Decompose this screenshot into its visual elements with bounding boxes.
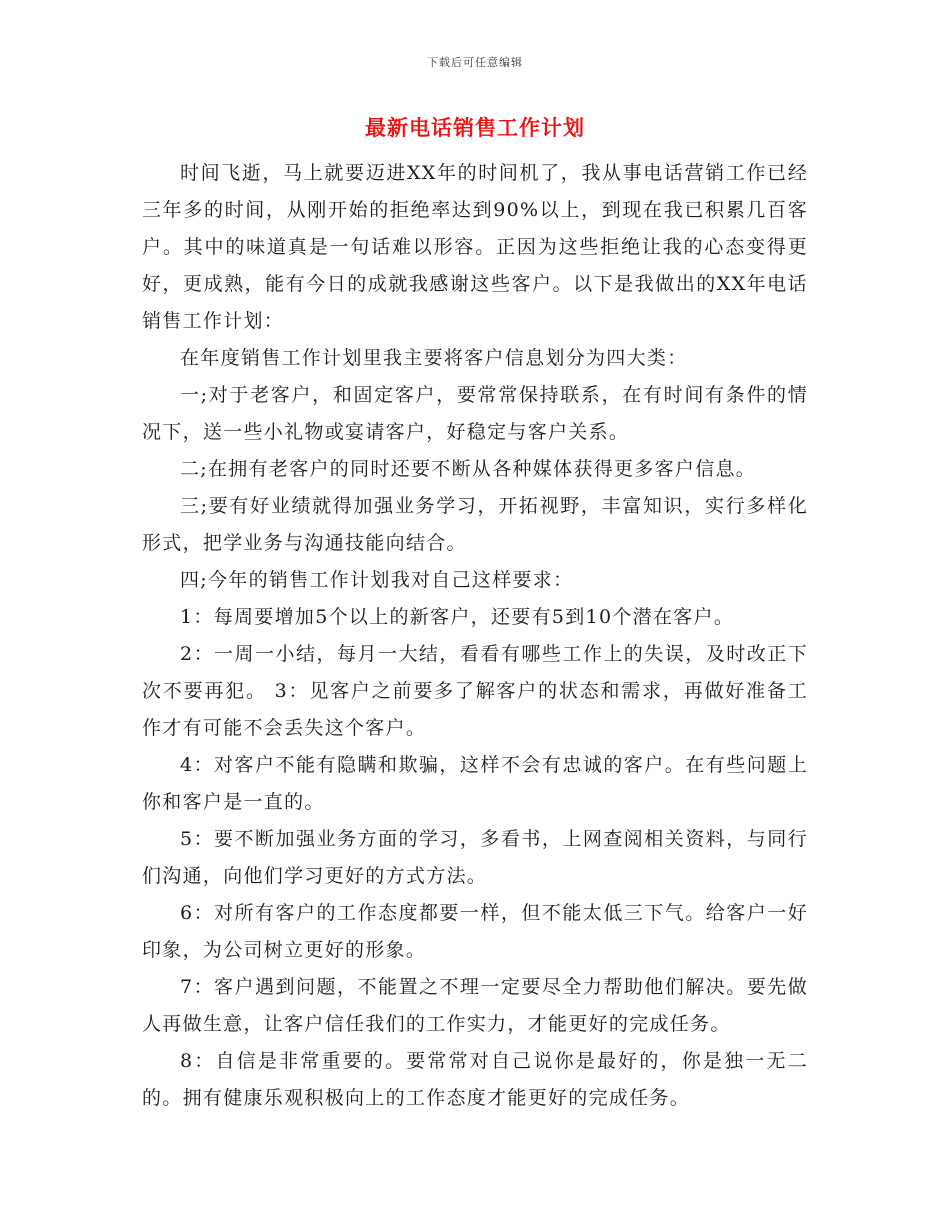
requirement-1: 1：每周要增加5个以上的新客户，还要有5到10个潜在客户。: [180, 606, 735, 628]
requirement-8: 8：自信是非常重要的。要常常对自己说你是最好的，你是独一无二的。拥有健康乐观积极向上的工作态度才能更好的完成任务。: [142, 1050, 808, 1109]
intro-paragraph: 时间飞逝，马上就要迈进XX年的时间机了，我从事电话营销工作已经三年多的时间，从刚开始的拒绝率达到90%以上，到现在我已积累几百客户。其中的味道真是一句话难以形容。正因为这些拒绝让我的心态变得更好，更成熟，能有今日的成就我感谢这些客户。以下是我做出的XX年电话销售工作计划：: [142, 162, 808, 332]
category-item-3: 三;要有好业绩就得加强业务学习，开拓视野，丰富知识，实行多样化形式，把学业务与沟通技能向结合。: [142, 495, 808, 554]
category-item-1: 一;对于老客户，和固定客户，要常常保持联系，在有时间有条件的情况下，送一些小礼物或宴请客户，好稳定与客户关系。: [142, 384, 808, 443]
category-item-4: 四;今年的销售工作计划我对自己这样要求：: [180, 569, 574, 591]
requirement-6: 6：对所有客户的工作态度都要一样，但不能太低三下气。给客户一好印象，为公司树立更好的形象。: [142, 902, 808, 961]
requirement-4: 4：对客户不能有隐瞒和欺骗，这样不会有忠诚的客户。在有些问题上你和客户是一直的。: [142, 754, 808, 813]
requirement-2-3: 2：一周一小结，每月一大结，看看有哪些工作上的失误，及时改正下次不要再犯。 3：见客户之前要多了解客户的状态和需求，再做好准备工作才有可能不会丢失这个客户。: [142, 643, 808, 739]
category-item-2: 二;在拥有老客户的同时还要不断从各种媒体获得更多客户信息。: [180, 458, 757, 480]
document-title: 最新电话销售工作计划: [365, 115, 585, 140]
header-note: 下载后可任意编辑: [427, 56, 523, 69]
requirement-5: 5：要不断加强业务方面的学习，多看书，上网查阅相关资料，与同行们沟通，向他们学习更好的方式方法。: [142, 828, 808, 887]
requirement-7: 7：客户遇到问题，不能置之不理一定要尽全力帮助他们解决。要先做人再做生意，让客户信任我们的工作实力，才能更好的完成任务。: [142, 976, 808, 1035]
document-body: [142, 155, 808, 1117]
category-intro-paragraph: 在年度销售工作计划里我主要将客户信息划分为四大类：: [180, 347, 688, 369]
